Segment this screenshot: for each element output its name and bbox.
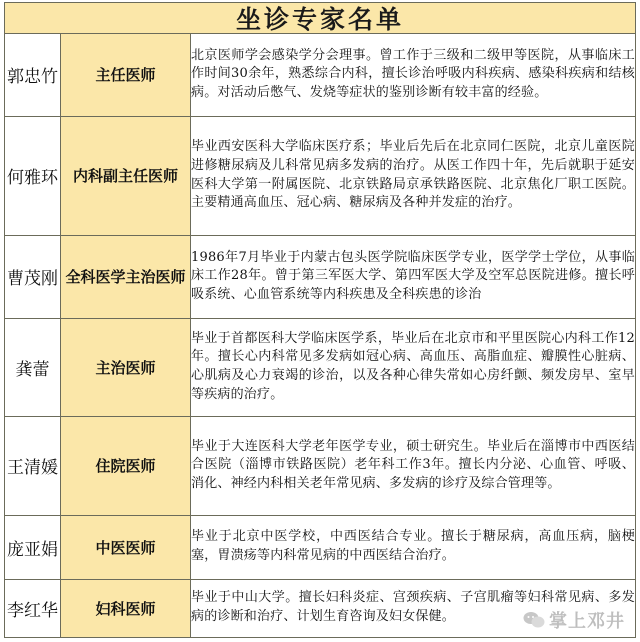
doctor-position: 全科医学主治医师 xyxy=(61,235,191,318)
doctor-roster-sheet xyxy=(4,2,636,638)
doctor-position: 妇科医师 xyxy=(61,579,191,637)
table-row xyxy=(5,318,635,416)
doctor-description: 北京医师学会感染学分会理事。曾工作于三级和二级甲等医院，从事临床工作时间30余年，熟悉综合内科，擅长诊治呼吸内科疾病、感染科疾病和结核病。对活动后憋气、发烧等症状的鉴别诊断有较丰富的经验。 xyxy=(191,34,636,116)
doctor-description: 毕业于中山大学。擅长妇科炎症、宫颈疾病、子宫肌瘤等妇科常见病、多发病的诊断和治疗、计划生育咨询及妇女保健。 xyxy=(191,579,636,637)
chat-bubbles-icon xyxy=(523,611,545,629)
watermark-text: 掌上邓井 xyxy=(549,611,625,632)
doctor-description: 毕业于北京中医学校，中西医结合专业。擅长于糖尿病，高血压病，脑梗塞，胃溃疡等内科常见病的中西医结合治疗。 xyxy=(191,515,636,579)
page-title: 坐诊专家名单 xyxy=(235,5,404,34)
doctor-position: 住院医师 xyxy=(61,416,191,515)
doctor-name: 龚蕾 xyxy=(5,318,61,416)
doctor-name: 王清媛 xyxy=(5,416,61,515)
doctor-name: 曹茂刚 xyxy=(5,235,61,318)
doctor-table xyxy=(5,34,635,638)
table-row xyxy=(5,235,635,318)
doctor-description: 毕业于大连医科大学老年医学专业，硕士研究生。毕业后在淄博市中西医结合医院（淄博市铁路医院）老年科工作3年。擅长内分泌、心血管、呼吸、消化、神经内科相关老年常见病、多发病的诊疗及综合管理等。 xyxy=(191,416,636,515)
doctor-description: 毕业西安医科大学临床医疗系；毕业后先后在北京同仁医院，北京儿童医院进修糖尿病及儿科常见病多发病的治疗。从医工作四十年，先后就职于延安医科大学第一附属医院、北京铁路局京承铁路医院、北京焦化厂职工医院。主要精通高血压、冠心病、糖尿病及各种并发症的治疗。 xyxy=(191,116,636,235)
table-row xyxy=(5,515,635,579)
table-row xyxy=(5,416,635,515)
doctor-position: 主治医师 xyxy=(61,318,191,416)
doctor-description: 1986年7月毕业于内蒙古包头医学院临床医学专业，医学学士学位，从事临床工作28年。曾于第三军医大学、第四军医大学及空军总医院进修。擅长呼吸系统、心血管系统等内科疾患及全科疾患的诊治 xyxy=(191,235,636,318)
doctor-name: 郭忠竹 xyxy=(5,34,61,116)
doctor-position: 主任医师 xyxy=(61,34,191,116)
title-bar xyxy=(5,3,635,34)
doctor-position: 内科副主任医师 xyxy=(61,116,191,235)
watermark xyxy=(523,607,625,633)
table-row xyxy=(5,116,635,235)
table-row xyxy=(5,34,635,116)
doctor-description: 毕业于首都医科大学临床医学系，毕业后在北京市和平里医院心内科工作12年。擅长心内科常见多发病如冠心病、高血压、高脂血症、瓣膜性心脏病、心肌病及心力衰竭的诊治，以及各种心律失常如心房纤颤、频发房早、室早等疾病的治疗。 xyxy=(191,318,636,416)
doctor-position: 中医医师 xyxy=(61,515,191,579)
doctor-name: 李红华 xyxy=(5,579,61,637)
doctor-name: 何雅环 xyxy=(5,116,61,235)
doctor-name: 庞亚娟 xyxy=(5,515,61,579)
